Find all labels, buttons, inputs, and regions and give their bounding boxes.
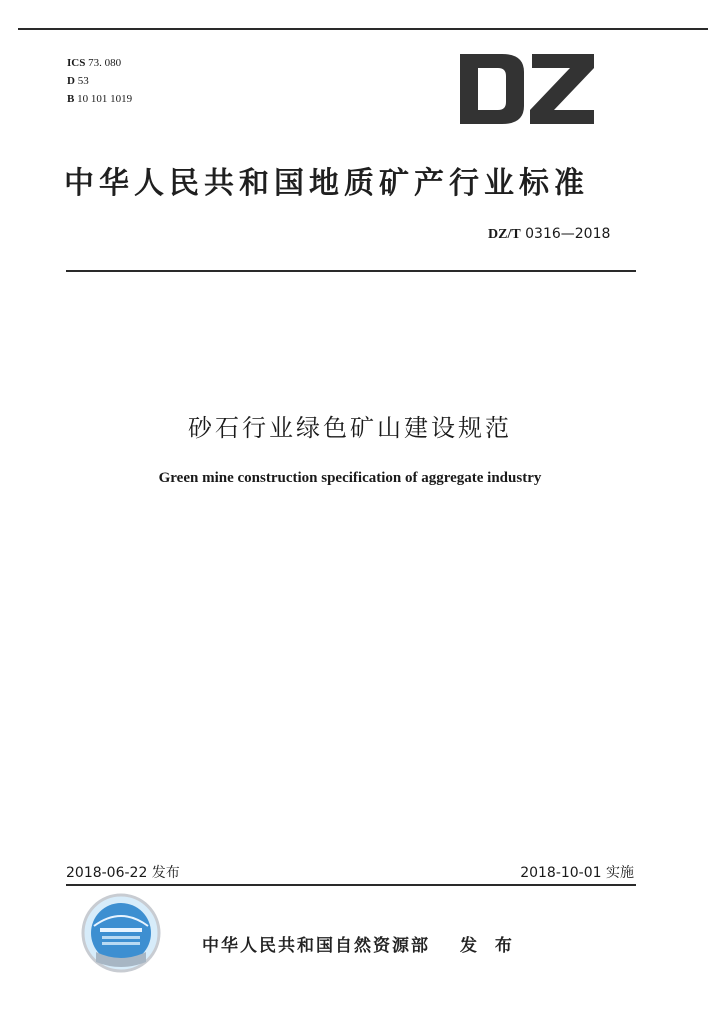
org-title: 中华人民共和国地质矿产行业标准 (64, 166, 589, 201)
top-rule (18, 28, 708, 30)
dz-logo (458, 52, 596, 126)
classification-codes (67, 54, 132, 108)
anti-counterfeit-seal-icon (80, 892, 162, 974)
title-english: Green mine construction specification of aggregate industry (158, 470, 542, 486)
header-divider (66, 270, 636, 272)
standard-prefix: DZ/T (488, 227, 521, 242)
implement-date: 2018-10-01 实施 (520, 865, 634, 881)
publisher: 中华人民共和国自然资源部 (202, 936, 430, 956)
record-number: B 10 101 1019 (67, 93, 133, 105)
footer-divider (66, 884, 636, 886)
ics-code: ICS 73. 080 (67, 57, 122, 69)
ccs-code: D 53 (67, 75, 89, 87)
standard-code: 0316—2018 (525, 226, 611, 242)
publish-action: 发 布 (460, 936, 518, 956)
title-chinese: 砂石行业绿色矿山建设规范 (188, 414, 512, 442)
issue-date: 2018-06-22 发布 (66, 865, 180, 881)
standard-number (488, 226, 610, 243)
